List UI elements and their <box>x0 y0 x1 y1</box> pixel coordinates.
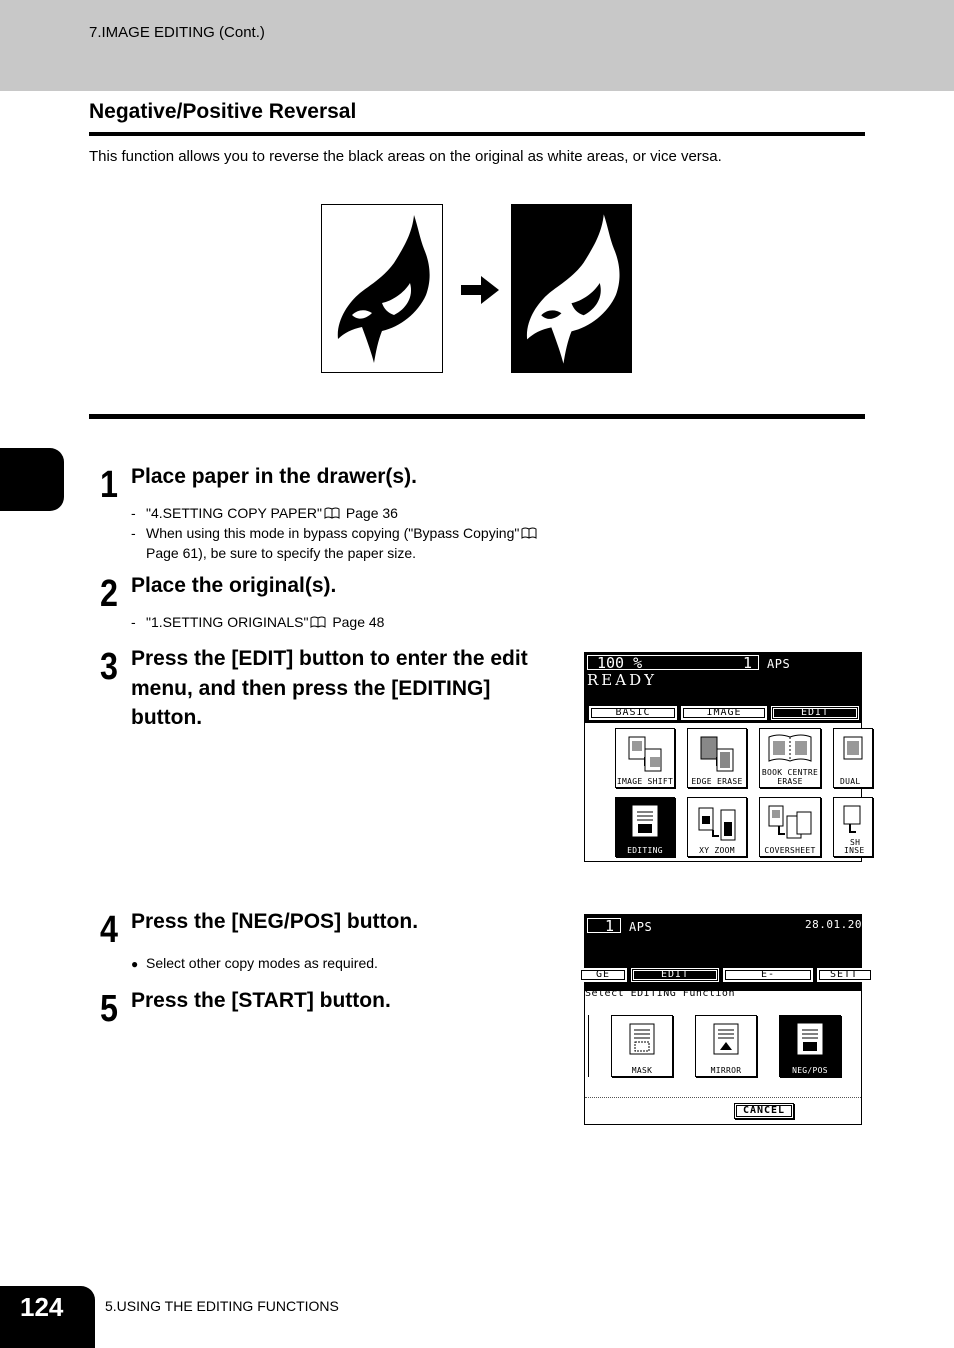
step-4-title: Press the [NEG/POS] button. <box>131 910 419 933</box>
tab-settings[interactable]: SETT <box>817 968 873 982</box>
mask-icon <box>626 1020 658 1060</box>
tab-edit[interactable]: EDIT <box>631 968 719 982</box>
step-2-note-1: - "1.SETTING ORIGINALS" Page 48 <box>131 614 385 630</box>
xy-zoom-button[interactable]: XY ZOOM <box>687 797 747 857</box>
book-icon <box>310 616 326 628</box>
status-bar <box>585 915 861 991</box>
book-centre-erase-button[interactable]: BOOK CENTRE ERASE <box>759 728 821 788</box>
copy-count: 1 <box>604 917 614 935</box>
neg-pos-button[interactable]: NEG/POS <box>779 1015 841 1077</box>
step-4-number: 4 <box>100 909 118 951</box>
xy-zoom-icon <box>695 802 739 844</box>
intro-text: This function allows you to reverse the black areas on the original as white areas, or vice versa. <box>89 148 722 165</box>
mirror-icon <box>710 1020 742 1060</box>
step-2-number: 2 <box>100 573 118 615</box>
edge-erase-button[interactable]: EDGE ERASE <box>687 728 747 788</box>
step-3-number: 3 <box>100 646 118 688</box>
sheet-insertion-button[interactable]: SH INSE <box>833 797 873 857</box>
control-panel-screen-editing <box>584 914 862 1125</box>
page-header <box>0 0 954 91</box>
divider <box>585 1097 861 1098</box>
section-rule <box>89 414 865 419</box>
editing-button[interactable]: EDITING <box>615 797 675 857</box>
title-rule <box>89 132 865 136</box>
tab-edit[interactable]: EDIT <box>771 706 859 720</box>
chapter-footer: 5.USING THE EDITING FUNCTIONS <box>105 1298 339 1314</box>
image-shift-icon <box>625 733 665 775</box>
aps-label: APS <box>767 657 791 671</box>
control-panel-screen-edit <box>584 652 865 862</box>
image-shift-button[interactable]: IMAGE SHIFT <box>615 728 675 788</box>
editing-prompt: Select EDITING Function <box>585 988 735 999</box>
step-4-note-1: ● Select other copy modes as required. <box>131 953 378 973</box>
bullet-icon: ● <box>131 957 139 971</box>
page-number: 124 <box>20 1292 64 1322</box>
editing-icon <box>629 802 661 842</box>
tab-image[interactable]: GE <box>579 968 627 982</box>
tab-basic[interactable]: BASIC <box>589 706 677 720</box>
step-1-title: Place paper in the drawer(s). <box>131 465 417 488</box>
section-title: Negative/Positive Reversal <box>89 100 357 123</box>
tab-e-filing[interactable]: E-FILING/FILE <box>723 968 813 982</box>
step-5-number: 5 <box>100 988 118 1030</box>
copy-count: 1 <box>742 654 752 672</box>
coversheet-icon <box>765 802 815 844</box>
date-readout: 28.01.20 <box>805 918 862 931</box>
chapter-side-tab <box>0 448 64 511</box>
cancel-button[interactable]: CANCEL <box>734 1103 794 1119</box>
copy-count-box <box>587 918 621 933</box>
scroll-edge <box>585 1015 589 1077</box>
negative-illustration <box>511 204 632 373</box>
step-1-note-2: - When using this mode in bypass copying ("Bypass Copying" Page 61), be sure to specify the paper size. <box>131 523 571 563</box>
ready-status: READY <box>587 671 658 689</box>
dual-page-button[interactable]: DUAL <box>833 728 873 788</box>
neg-pos-icon <box>794 1020 826 1060</box>
book-icon <box>324 507 340 519</box>
tab-image[interactable]: IMAGE <box>681 706 767 720</box>
zoom-counter-box <box>587 655 759 670</box>
aps-label: APS <box>629 920 653 934</box>
zoom-readout: 100 % <box>597 654 643 672</box>
step-2-title: Place the original(s). <box>131 574 337 597</box>
step-3-title: Press the [EDIT] button to enter the edit menu, and then press the [EDITING] button. <box>131 647 528 729</box>
mask-button[interactable]: MASK <box>611 1015 673 1077</box>
mirror-button[interactable]: MIRROR <box>695 1015 757 1077</box>
step-5-title: Press the [START] button. <box>131 989 391 1012</box>
status-bar <box>585 653 861 723</box>
book-erase-icon <box>767 733 813 765</box>
book-icon <box>521 527 537 539</box>
header-title: 7.IMAGE EDITING (Cont.) <box>89 24 265 41</box>
step-1-number: 1 <box>100 464 118 506</box>
arrow-right-icon <box>461 276 499 304</box>
coversheet-button[interactable]: COVERSHEET <box>759 797 821 857</box>
edge-erase-icon <box>697 733 737 775</box>
original-illustration <box>321 204 443 373</box>
dual-page-icon <box>838 733 868 775</box>
step-1-note-1: - "4.SETTING COPY PAPER" Page 36 <box>131 505 398 521</box>
